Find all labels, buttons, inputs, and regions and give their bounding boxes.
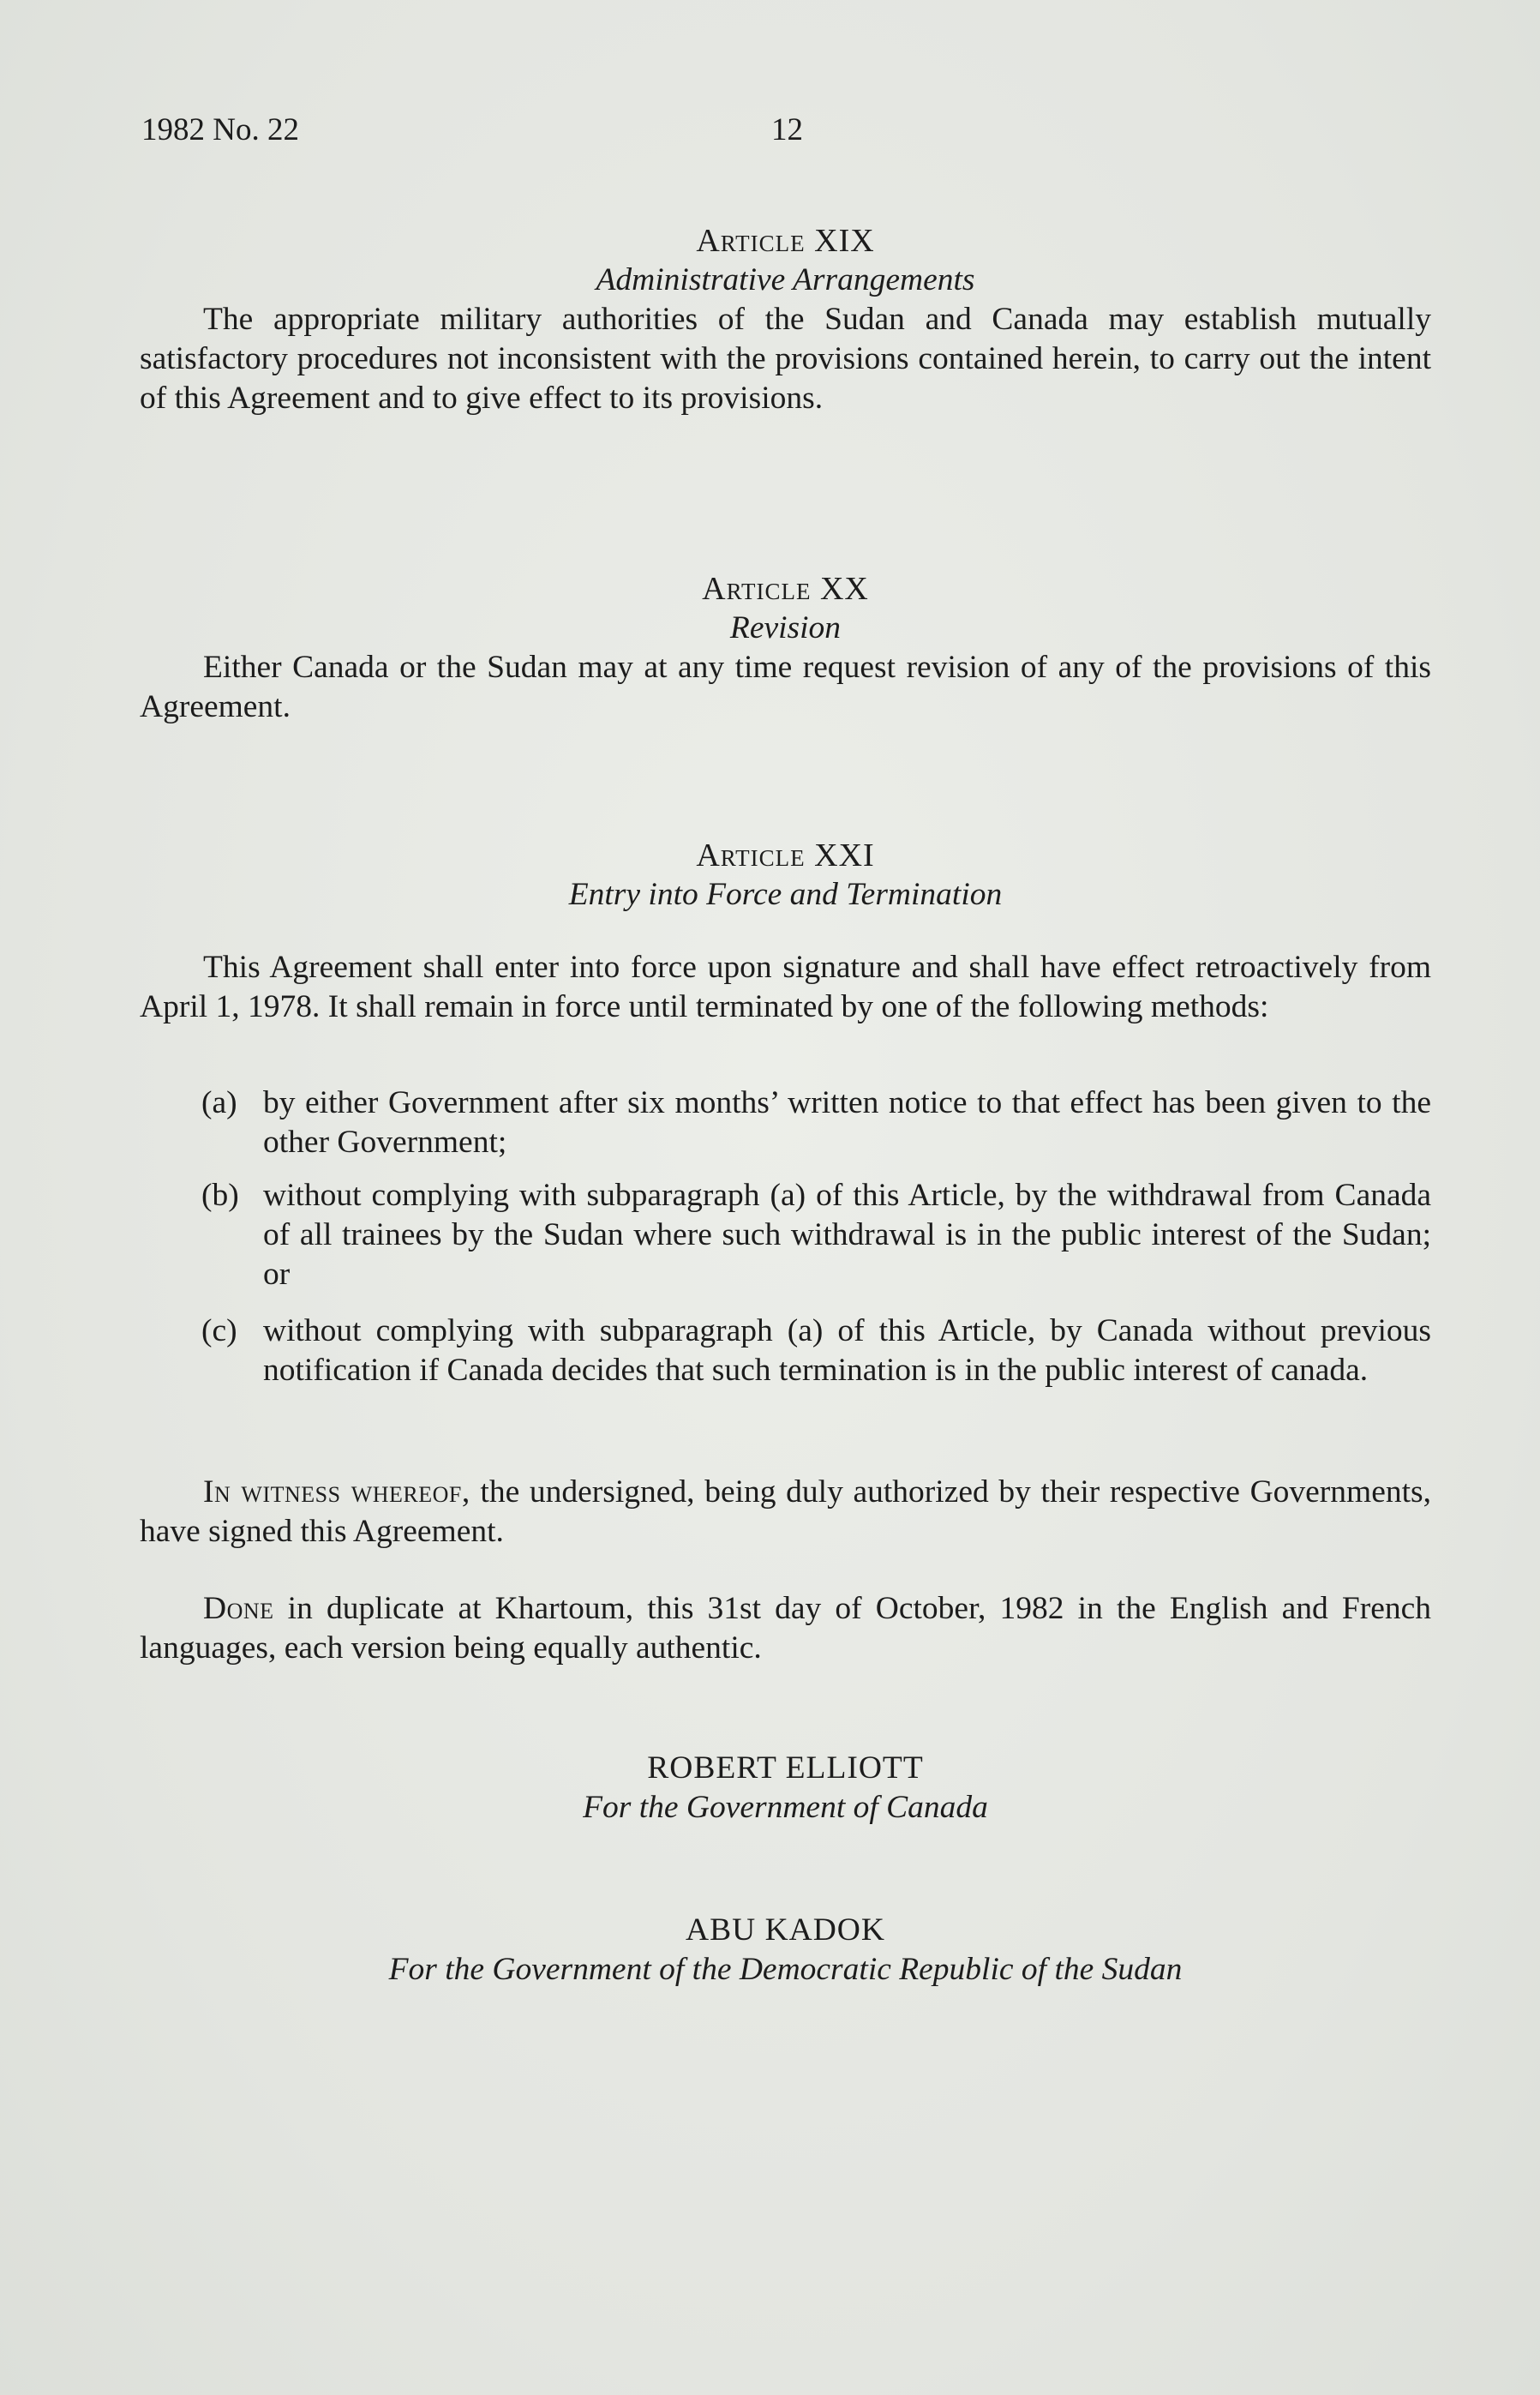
witness-clause [140,1473,1431,1552]
signer-government: For the Government of the Democratic Republic of the Sudan [388,1952,1183,1987]
article-xx-body: Either Canada or the Sudan may at any time request revision of any of the provisions of this Agreement. [140,650,1431,724]
signer-name: ROBERT ELLIOTT [647,1750,924,1786]
article-xix-body: The appropriate military authorities of the Sudan and Canada may establish mutually satisfactory procedures not inconsistent with the provisions contained herein, to carry out the intent of this Agreement and to give effect to its provisions. [140,302,1431,416]
article-xix-subtitle: Administrative Arrangements [596,262,975,297]
witness-lead: In witness whereof, [203,1474,470,1510]
witness-text: the undersigned, being duly authorized by their respective Governments, have signed this Agreement. [140,1474,1431,1549]
list-item-text: by either Government after six months’ written notice to that effect has been given to the other Government; [263,1085,1431,1160]
article-xix [140,221,1431,418]
done-clause [140,1589,1431,1668]
article-xx-subtitle: Revision [729,610,842,645]
list-item-label: (c) [201,1313,237,1348]
article-xix-title: Article XIX [696,223,875,259]
signature-sudan [140,1911,1431,1990]
header-reference: 1982 No. 22 [141,112,299,147]
article-xx-title: Article XX [702,571,869,607]
article-xxi [140,836,1431,915]
list-item-label: (b) [201,1178,239,1213]
list-item-label: (a) [201,1085,237,1120]
page-header [141,111,803,148]
signer-name: ABU KADOK [686,1912,885,1948]
list-item-text: without complying with subparagraph (a) of this Article, by the withdrawal from Canada of all trainees by the Sudan where such withdrawal is in the public interest of the Sudan; or [263,1178,1431,1292]
list-item [201,1176,1431,1294]
done-text: in duplicate at Khartoum, this 31st day of October, 1982 in the English and French languages, each version being equally authentic. [140,1591,1431,1666]
article-xxi-subtitle: Entry into Force and Termination [568,877,1003,912]
article-xxi-body: This Agreement shall enter into force upon signature and shall have effect retroactively from April 1, 1978. It shall remain in force until terminated by one of the following methods: [140,950,1431,1024]
list-item [201,1312,1431,1390]
article-xx [140,569,1431,727]
page-number: 12 [771,112,803,147]
done-lead: Done [203,1591,274,1626]
signature-canada [140,1749,1431,1828]
list-item-text: without complying with subparagraph (a) of this Article, by Canada without previous notification if Canada decides that such termination is in the public interest of canada. [263,1313,1431,1388]
list-item [201,1083,1431,1162]
signer-government: For the Government of Canada [583,1790,988,1825]
article-xxi-title: Article XXI [696,837,875,873]
